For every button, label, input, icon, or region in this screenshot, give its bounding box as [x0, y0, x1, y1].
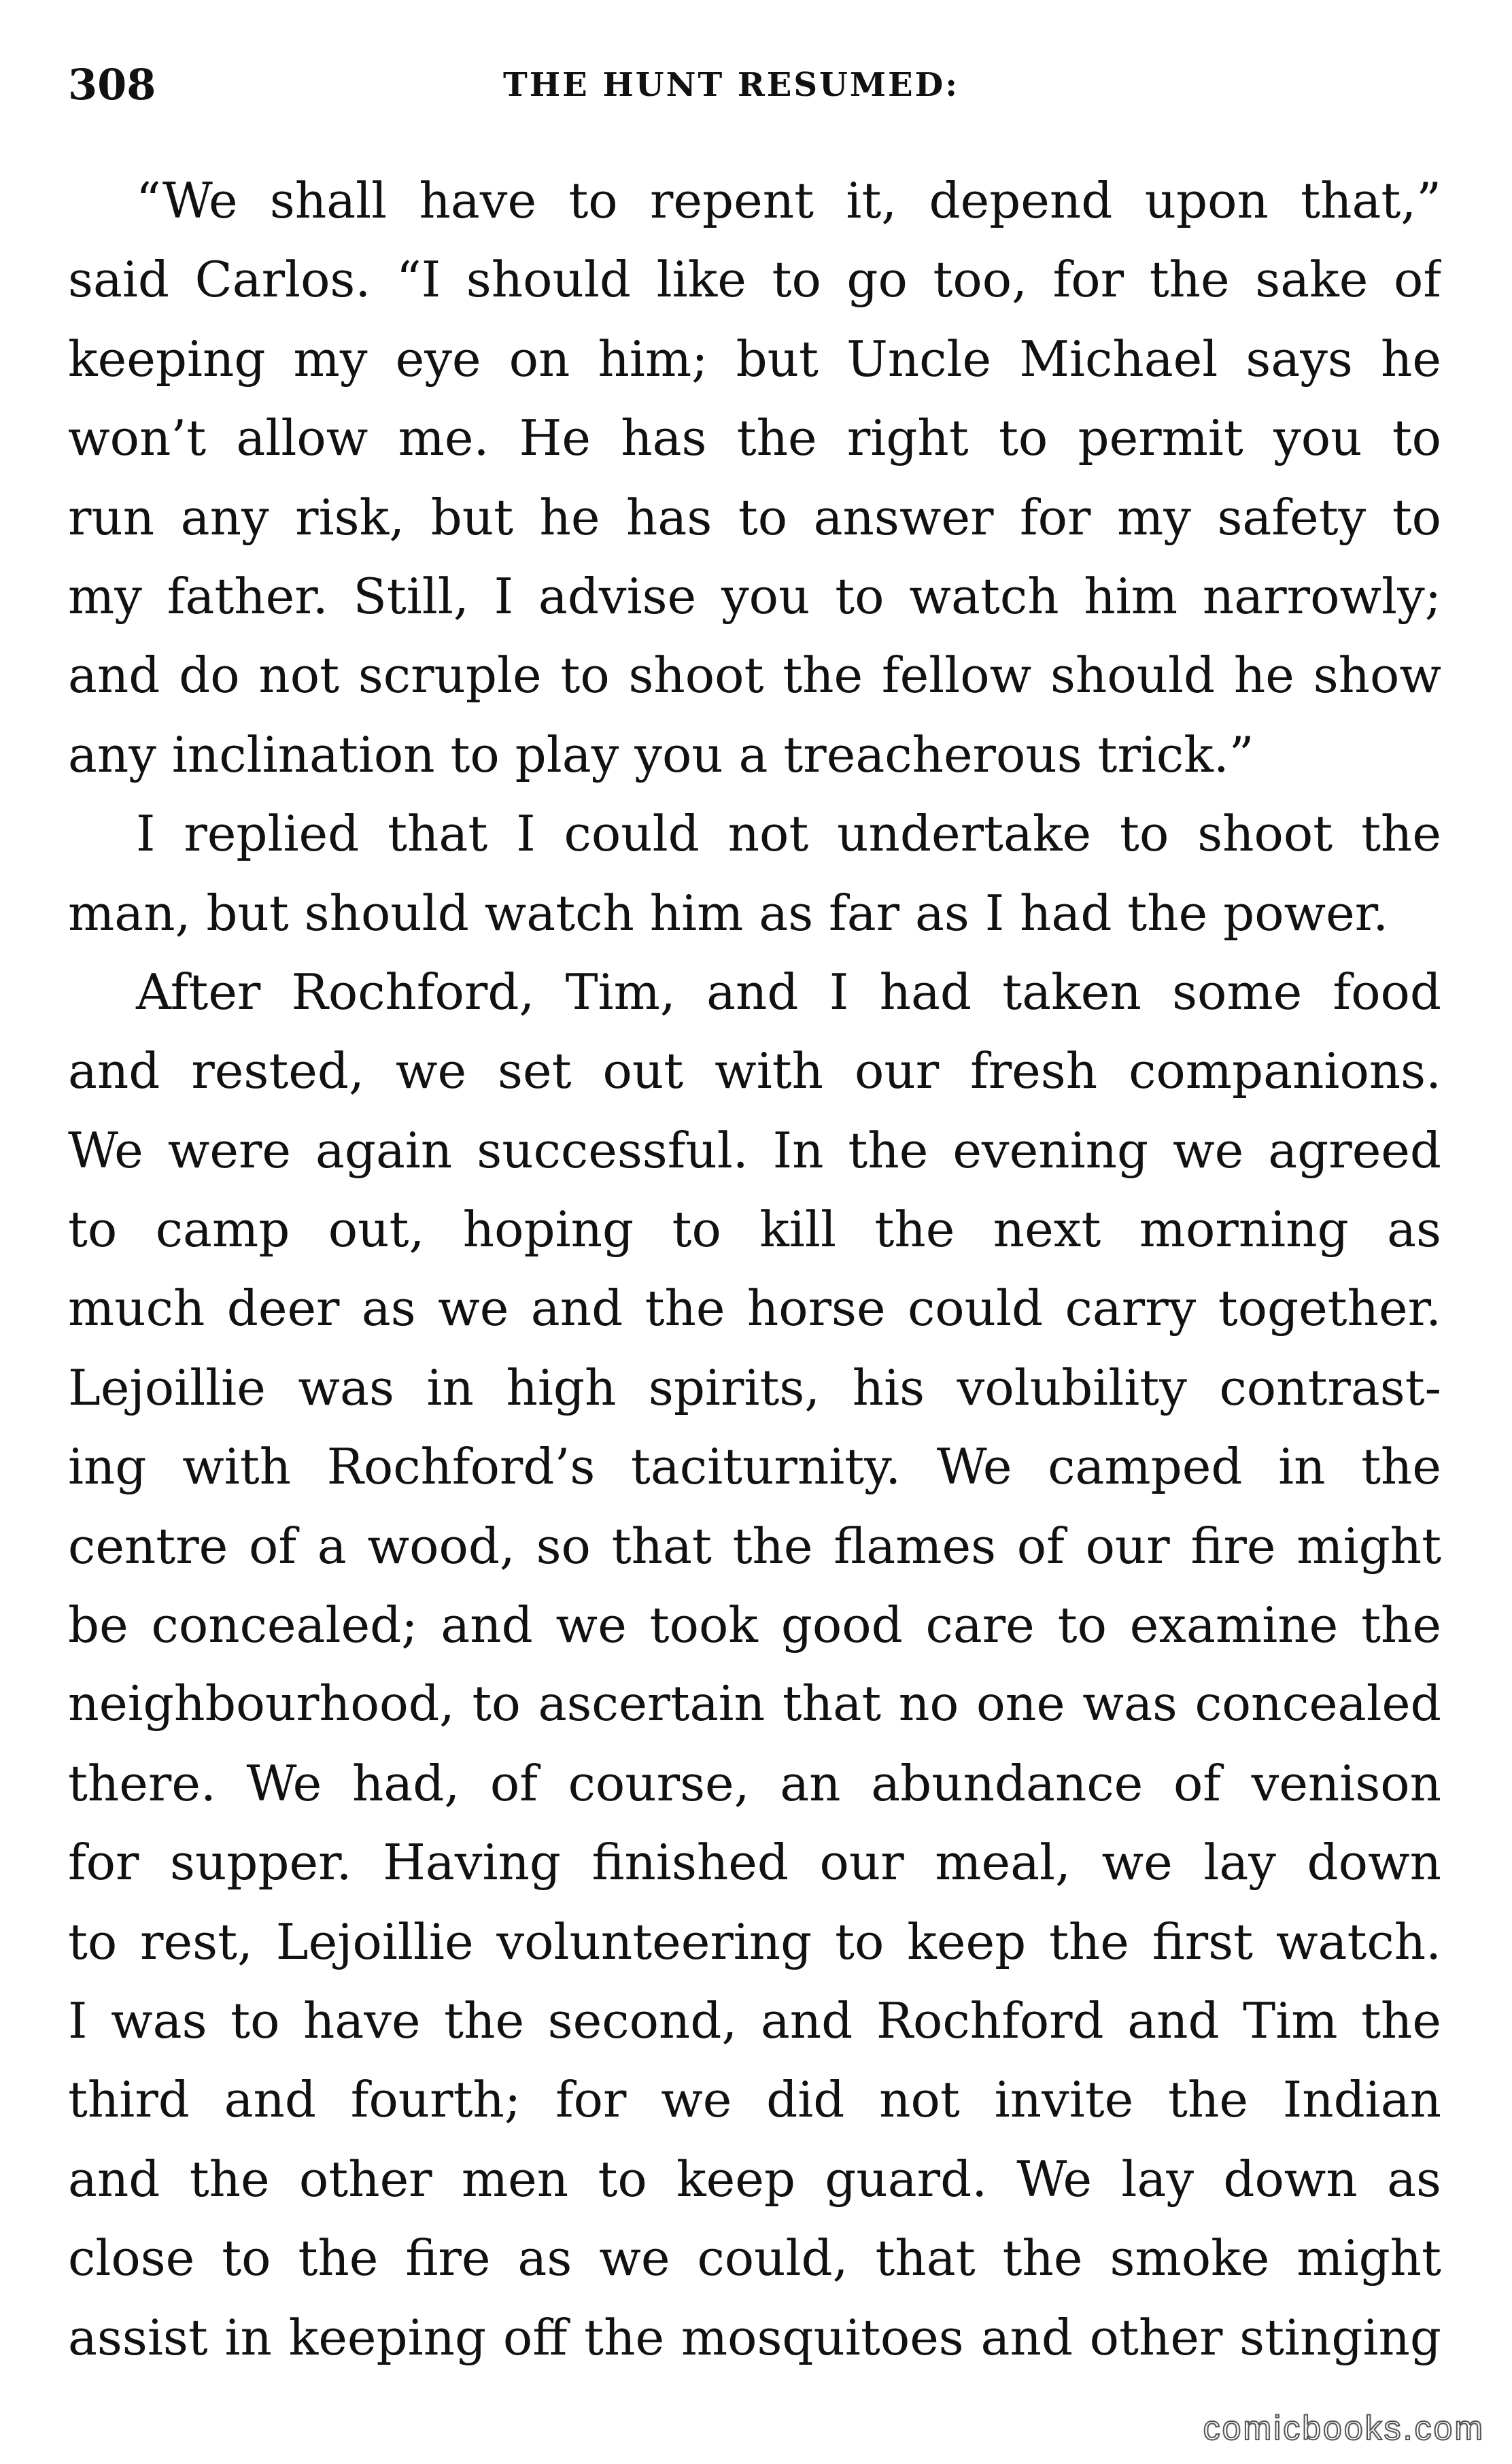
page-header — [68, 48, 1462, 122]
text-line: “We shall have to repent it, depend upon that,” — [136, 172, 1441, 229]
page-number: 308 — [68, 60, 156, 109]
text-line: Lejoillie was in high spirits, his volubility contrast- — [68, 1358, 1441, 1416]
text-line: won’t allow me. He has the right to permit you to — [68, 409, 1441, 467]
text-line: there. We had, of course, an abundance of venison — [68, 1754, 1441, 1812]
text-line: keeping my eye on him; but Uncle Michael says he — [68, 330, 1441, 388]
watermark-text: comicbooks.com — [1203, 2409, 1485, 2447]
text-line: centre of a wood, so that the flames of our fire might — [68, 1517, 1441, 1575]
text-line: my father. Still, I advise you to watch him narrowly; — [68, 567, 1441, 625]
running-head: THE HUNT RESUMED: — [503, 66, 959, 104]
text-line: and rested, we set out with our fresh companions. — [68, 1042, 1441, 1100]
text-line: ing with Rochford’s taciturnity. We camped in the — [68, 1438, 1441, 1496]
text-line: said Carlos. “I should like to go too, for the sake of — [68, 251, 1441, 309]
text-line: much deer as we and the horse could carry together. — [68, 1280, 1441, 1337]
text-line: be concealed; and we took good care to examine the — [68, 1596, 1441, 1654]
text-line: to camp out, hoping to kill the next morning as — [68, 1201, 1441, 1259]
body-text — [68, 161, 1441, 2377]
text-line: to rest, Lejoillie volunteering to keep the first watch. — [68, 1913, 1441, 1970]
text-line: and the other men to keep guard. We lay down as — [68, 2150, 1441, 2208]
text-line: We were again successful. In the evening we agreed — [68, 1121, 1441, 1179]
text-line: I was to have the second, and Rochford and Tim the — [68, 1991, 1441, 2049]
text-line: any inclination to play you a treacherous trick.” — [68, 725, 1254, 783]
text-line: man, but should watch him as far as I had the power. — [68, 884, 1389, 942]
text-line: assist in keeping off the mosquitoes and other stinging — [68, 2308, 1441, 2366]
text-line: I replied that I could not undertake to shoot the — [136, 805, 1441, 863]
text-line: and do not scruple to shoot the fellow should he show — [68, 647, 1441, 704]
text-line: third and fourth; for we did not invite the Indian — [68, 2071, 1441, 2129]
text-line: close to the fire as we could, that the smoke might — [68, 2229, 1441, 2287]
text-line: neighbourhood, to ascertain that no one was concealed — [68, 1675, 1441, 1732]
text-line: for supper. Having finished our meal, we lay down — [68, 1834, 1441, 1892]
text-line: After Rochford, Tim, and I had taken some food — [136, 963, 1441, 1021]
text-line: run any risk, but he has to answer for my safety to — [68, 488, 1441, 546]
